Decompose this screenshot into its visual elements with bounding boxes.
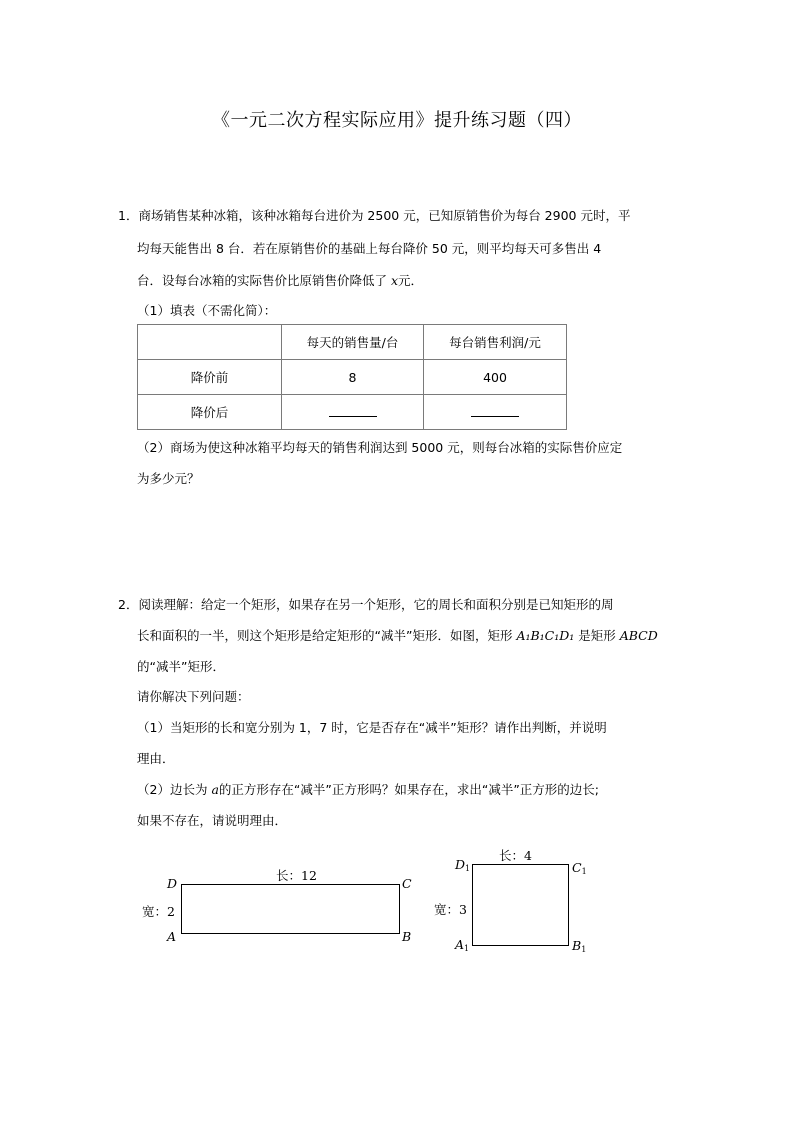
vertex-c1-sub: 1 [581,867,587,876]
vertex-d: D [167,876,178,891]
rect-abcd-name: ABCD [619,628,658,643]
figure2-length-label: 长：4 [499,848,532,863]
answer-blank[interactable] [329,406,377,417]
rect-a1b1c1d1-name: A₁B₁C₁D₁ [516,628,575,643]
table-header-cell [138,325,282,360]
vertex-d1 [455,857,470,873]
q1-part-1: （1）填表（不需化简）： [137,303,277,318]
variable-x: x [390,273,399,288]
rectangle-abcd [181,884,400,934]
answer-blank[interactable] [471,406,519,417]
q1-line-2: 均每天能售出 8 台．若在原销售价的基础上每台降价 50 元，则平均每天可多售出 4 [137,241,602,256]
table-header-row [138,325,567,360]
q2-part-2-line-1 [137,783,599,796]
vertex-d1-letter: D [455,857,466,872]
q1-line-3-text: 台．设每台冰箱的实际售价比原销售价降低了 [137,273,391,288]
vertex-a: A [167,929,177,944]
figure1-length-label: 长：12 [276,868,317,883]
table-cell-profit-blank [424,395,567,430]
q2-part-2-text: （2）边长为 [137,782,212,797]
q1-line-3 [137,274,423,287]
variable-a: a [211,782,219,797]
vertex-b1-sub: 1 [581,945,587,954]
rectangle-a1b1c1d1 [472,864,569,946]
table-row [138,395,567,430]
vertex-c1-letter: C [572,860,582,875]
q2-line-2 [137,629,658,642]
table-cell-profit: 400 [424,360,567,395]
q2-line-4: 请你解决下列问题： [137,689,250,704]
figure1-width-label: 宽：2 [142,904,175,919]
q2-part-2-line-2: 如果不存在，请说明理由． [137,813,288,828]
table-header-cell: 每天的销售量/台 [282,325,424,360]
q1-line-3-end: 元． [398,273,424,288]
q2-part-1-line-1: （1）当矩形的长和宽分别为 1，7 时，它是否存在“减半”矩形？请作出判断，并说明 [137,720,607,735]
q1-part-2-line-1: （2）商场为使这种冰箱平均每天的销售利润达到 5000 元，则每台冰箱的实际售价应定 [137,440,623,455]
vertex-a1-sub: 1 [464,944,470,953]
q2-part-1-line-2: 理由． [137,751,175,766]
table-row-label: 降价后 [138,395,282,430]
vertex-c1 [572,860,587,876]
table-row-label: 降价前 [138,360,282,395]
vertex-c: C [402,876,412,891]
q2-part-2-end: 的正方形存在“减半”正方形吗？如果存在，求出“减半”正方形的边长; [218,782,600,797]
q1-line-1: 1．商场销售某种冰箱，该种冰箱每台进价为 2500 元，已知原销售价为每台 2900 元时，平 [118,208,631,223]
table-row [138,360,567,395]
vertex-b1-letter: B [572,938,582,953]
table-header-cell: 每台销售利润/元 [424,325,567,360]
q2-line-2-text: 长和面积的一半，则这个矩形是给定矩形的“减半”矩形．如图，矩形 [137,628,517,643]
q2-line-2-mid: 是矩形 [574,628,620,643]
vertex-d1-sub: 1 [465,864,471,873]
vertex-b1 [572,938,586,954]
vertex-a1 [455,937,469,953]
vertex-a1-letter: A [455,937,465,952]
table-cell-sales: 8 [282,360,424,395]
q1-part-2-line-2: 为多少元？ [137,471,200,486]
table-cell-sales-blank [282,395,424,430]
q2-line-3: 的“减半”矩形． [137,659,225,674]
q2-line-1: 2．阅读理解：给定一个矩形，如果存在另一个矩形，它的周长和面积分别是已知矩形的周 [118,597,614,612]
fill-table [137,324,567,430]
figure2-width-label: 宽：3 [434,902,467,917]
vertex-b: B [402,929,412,944]
page-title: 《一元二次方程实际应用》提升练习题（四） [212,110,582,131]
